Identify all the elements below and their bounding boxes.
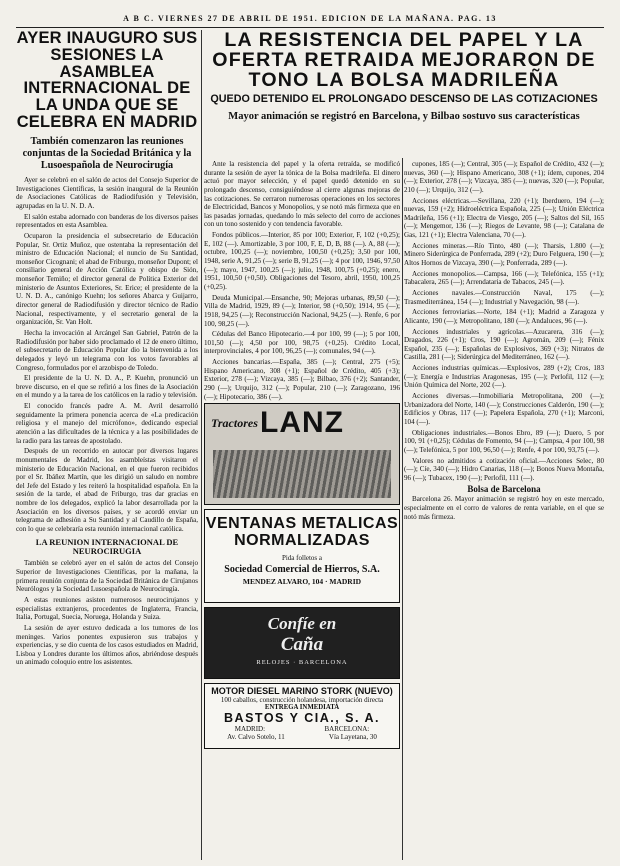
main-deck-secondary: Mayor animación se registró en Barcelona, y Bilbao sostuvo sus características xyxy=(228,111,580,123)
paragraph: Acciones industrias químicas.—Explosivos, 289 (+2); Cros, 183 (—); Energía e Industrias Aragonesas, 195 (—); Perlofil, 112 (—); Unión Química del Norte, 202 (—). xyxy=(404,364,604,390)
paragraph: Acciones mineras.—Río Tinto, 480 (—); Tharsis, 1.800 (—); Minero Siderúrgica de Ponferrada, 289 (+2); Duro Felguera, 190 (—); Altos Hornos de Vizcaya, 390 (—); Ponferrada, 289 (—). xyxy=(404,241,604,268)
paragraph: Fondos públicos.—Interior, 85 por 100; Exterior, F, 102 (+0,25); E, 102 (—). Amortizable, 3 por 100, F, E, D, B, 88 (—). A, 88 (—); octubre, 100,25 (—); noviembre, 100,50 (+0,25); 3,50 por 100, 1948, serie A, 91,25 (—); serie B, 91,25 (—); 4 por 100, 1946, 97,50 (—); mayo, 1947, 100,25 (—); julio, 1948, 100,75 (+0,25); enero, 1951, 100,50 (+0,50). Obligaciones del Tesoro, abril, 1950, 100,25 (+0,25). xyxy=(204,231,400,291)
paragraph: La sesión de ayer estuvo dedicada a los tumores de los meninges. Varios ponentes expusieron sus trabajos y experiencias, y se dio cuenta de los casos estudiados en Madrid, Lisboa y Londres durante los últimos años, abriéndose después un animado coloquio entre los asistentes. xyxy=(16,623,198,667)
ad-lanz-tractors xyxy=(204,403,400,505)
paragraph: Obligaciones industriales.—Bonos Ebro, 89 (—); Duero, 5 por 100, 91 (+0,25); Cédulas de Fomento, 94 (—); Campsa, 4 por 100, 98 (—); Telefónica, 5 por 100, 96,50 (—); Renfe, 4 por 100, 93,75 (—). xyxy=(404,428,604,454)
right-column xyxy=(404,160,604,862)
ad-cana-line1: Confíe en xyxy=(267,614,337,634)
header-rule xyxy=(16,27,604,28)
ad-motor-cities xyxy=(205,725,399,733)
paragraph: Acciones bancarias.—España, 385 (—); Central, 275 (+5); Hispano Americano, 308 (+1); Español de Crédito, 405 (+3); Exterior, 278 (—); Vizcaya, 385 (—); Bilbao, 376 (+2); Santander, 290 (—); Urquijo, 312 (—); Popular, 210 (—); Zaragozano, 196 (—); Hipotecario, 386 (—). xyxy=(204,358,400,401)
paragraph: A estas reuniones asisten numerosos neurocirujanos y especialistas extranjeros, procedentes de Inglaterra, Francia, Italia, Portugal, Suecia, Noruega, Holanda y Suiza. xyxy=(16,595,198,622)
section-title: LA REUNION INTERNACIONAL DE NEUROCIRUGIA xyxy=(35,536,179,557)
paragraph: También se celebró ayer en el salón de actos del Consejo Superior de Investigaciones Científicas, por la mañana, la primera reunión conjunta de la Sociedad Británica de Cirujanos Neurólogos y la Sociedad Lusoespañola de Neurocirugía. xyxy=(16,559,198,594)
ad-motor-title: MOTOR DIESEL MARINO STORK (NUEVO) xyxy=(211,686,393,697)
paragraph: Ante la resistencia del papel y la oferta retraída, se modificó durante la sesión de ayer la tónica de la Bolsa madrileña. El dinero actuó por mayor selección, y el papel quedó detenido en su prolongado descenso, consiguiéndose al cierre algunas mejoras de las cotizaciones. Se cerraron numerosas operaciones en los sectores de Electricidad, Bancos y Monopolios, y se notó más firmeza que en las pasadas jornadas, quedando lo más selecto del corro de acciones con un tono sostenido y con tendencia favorable. xyxy=(204,160,400,229)
main-deck: QUEDO DETENIDO EL PROLONGADO DESCENSO DE LAS COTIZACIONES xyxy=(210,92,598,105)
paragraph: Acciones monopolios.—Campsa, 166 (—); Telefónica, 155 (+1); Tabacalera, 265 (—); Arrendataria de Tabacos, 245 (—). xyxy=(404,269,604,287)
ad-windows-pida: Pida folletos a xyxy=(281,553,323,562)
column-divider xyxy=(402,158,403,860)
ad-motor-addresses xyxy=(205,733,399,741)
paragraph: Acciones eléctricas.—Sevillana, 220 (+1); Iberduero, 194 (—); nuevas, 159 (+2); Hidroeléctrica Española, 225 (—); Unión Eléctrica Madrileña, 156 (+1); Electra de Viesgo, 205 (—); Saltos del Sil, 165 (—); Mengemor, 136 (—); Riegos de Levante, 98 (—); Catalana de Gas, 121 (+1); Electra Valenciana, 70 (—). xyxy=(404,196,604,240)
paragraph: Acciones industriales y agrícolas.—Azucarera, 316 (—); Dragados, 226 (+1); Cros, 190 (—); Agromán, 209 (—); Fénix Español, 235 (—); Españolas de Explosivos, 369 (+3); Nitratos de Castilla, 281 (—); Siderúrgica del Mediterráneo, 162 (—). xyxy=(404,327,604,362)
ad-lanz-photo xyxy=(213,450,391,498)
ad-motor-company: BASTOS Y CIA., S. A. xyxy=(224,711,380,726)
paragraph: Acciones ferroviarias.—Norte, 184 (+1); Madrid a Zaragoza y Alicante, 190 (—); Metropolitano, 180 (—); Andaluces, 96 (—). xyxy=(404,308,604,325)
ad-cana-line3: RELOJES · BARCELONA xyxy=(256,659,348,667)
paragraph: Deuda Municipal.—Ensanche, 90; Mejoras urbanas, 89,50 (—); Villa de Madrid, 1929, 89 (—); Interior, 98 (+0,50); 1914, 95 (—); 1918, 94,25 (—); Reconstrucción Nacional, 94,25 (—). Renfe, 6 por 100, 98,25 (—). xyxy=(204,293,400,328)
barcelona-title: Bolsa de Barcelona xyxy=(467,484,541,495)
paragraph: Cédulas del Banco Hipotecario.—4 por 100, 99 (—); 5 por 100, 101,50 (—); 4,50 por 100, 98,75 (+0,25). Crédito Local, interprovinciales, 4 por 100, 96,25 (—); comunales, 94 (—). xyxy=(204,330,400,356)
paragraph: Barcelona 26. Mayor animación se registró hoy en este mercado, especialmente en el corro de valores de renta variable, en el que se notó más firmeza. xyxy=(404,495,604,521)
ad-motor-city: BARCELONA: xyxy=(324,725,370,734)
running-head: A B C. VIERNES 27 DE ABRIL DE 1951. EDICION DE LA MAÑANA. PAG. 13 xyxy=(123,14,497,23)
ad-motor-delivery: ENTREGA INMEDIATA xyxy=(264,704,340,712)
paragraph: Hecha la invocación al Arcángel San Gabriel, Patrón de la Radiodifusión por haber sido proclamado el 12 de enero último, el subsecretario de Educación Popular dio la bienvenida a los delegados y leyó un telegrama con los votos favorables al Congreso, formulados por el arzobispo de Toledo. xyxy=(16,328,198,372)
paragraph: El conocido francés padre A. M. Avril desarrolló seguidamente la primera ponencia acerca de «La predicación religiosa y el manejo del micrófono», dedicando especial atención a las dificultades de la técnica y a las posibilidades de la radio para las tareas de apostolado. xyxy=(16,402,198,445)
ad-motor-city: MADRID: xyxy=(234,725,266,734)
ad-motor-address: Av. Calvo Sotelo, 11 xyxy=(227,733,285,742)
paragraph: Después de un recorrido en autocar por diversos lugares monumentales de Madrid, los asambleístas visitaron el ministerio de Educación Nacional, en el que fueron recibidos por el Sr. Ibáñez Martín, que les dirigió un saludo en nombre del Jefe del Estado y les reiteró la hospitalidad española. En la sesión de la tarde, el abad de Friburgo, tras dar gracias en nombre de los delegados, explicó la labor desarrollada por la Asociación en los diversos países, y se acordó enviar un telegrama de adhesión a Su Santidad y al Caudillo de España, con lo que se celebraría esta reunión internacional católica. xyxy=(16,447,198,534)
paragraph: Ayer se celebró en el salón de actos del Consejo Superior de Investigaciones Científicas, la sesión inaugural de la Reunión de Asociaciones Católicas de Radiodifusión y Televisión, agrupadas en la U. N. D. A. xyxy=(16,176,198,210)
main-headline-block xyxy=(204,30,604,123)
middle-column xyxy=(204,160,400,862)
main-headline: LA RESISTENCIA DEL PAPEL Y LA OFERTA RETRAIDA MEJORARON DE TONO LA BOLSA MADRILEÑA xyxy=(212,29,596,91)
ad-windows-company: Sociedad Comercial de Hierros, S.A. xyxy=(224,563,380,575)
paragraph: El salón estaba adornado con banderas de los diversos países representados en esta Asamblea. xyxy=(16,212,198,230)
paragraph: Acciones diversas.—Inmobiliaria Metropolitana, 200 (—); Urbanizadora del Norte, 140 (—); Construcciones Calderón, 190 (—); Edificios y Obras, 117 (—); Papelera Española, 270 (+1); Marconi, 104 (—). xyxy=(404,392,604,426)
ad-motor-text: 100 caballos, construcción holandesa, importación directa xyxy=(220,696,384,705)
ad-cana-watches xyxy=(204,607,400,679)
paragraph: Acciones navales.—Construcción Naval, 175 (—); Trasmediterránea, 154 (—); Industrial y Navegación, 98 (—). xyxy=(404,288,604,306)
ad-metal-windows xyxy=(204,509,400,603)
ad-windows-address: MENDEZ ALVARO, 104 · MADRID xyxy=(242,576,362,586)
ad-lanz-pre: Tractores xyxy=(211,416,258,431)
column-divider xyxy=(201,30,202,860)
article-subhead: También comenzaron las reuniones conjuntas de la Sociedad Británica y la Lusoespañola de Neurocirugía xyxy=(22,135,192,172)
ad-motor-address: Vía Layetana, 30 xyxy=(328,733,377,742)
paragraph: Ocuparon la presidencia el subsecretario de Educación Popular, Sr. Ortiz Muñoz, que ostentaba la representación del ministro de Educación Nacional; el nuncio de Su Santidad, monseñor Cicognani; el abad de Friburgo, monseñor Dupont; el consiliario general de Acción Católica y obispo de Sión, monseñor Temiño; el director general de Política Exterior del ministerio de Asuntos Exteriores, Sr. Erice; el presidente de la U. N. D. A., canónigo Kuehn; los señores Abarca y Guijarro, director general de Radiodifusión y director técnico de Radio Nacional, respectivamente, y el secretario general de la organización, Sr. Van Holt. xyxy=(16,231,198,327)
ad-diesel-motor xyxy=(204,683,400,749)
paragraph: El presidente de la U. N. D. A., P. Kuehn, pronunció un breve discurso, en el que se refirió a los fines de la Asociación en el mundo y a la tarea de los católicos en la radio y televisión. xyxy=(16,374,198,400)
article-headline: AYER INAUGURO SUS SESIONES LA ASAMBLEA INTERNACIONAL DE LA UNDA QUE SE CELEBRA EN MADRID xyxy=(16,30,198,132)
ad-lanz-brand: LANZ xyxy=(260,406,344,440)
paragraph: cupones, 185 (—); Central, 305 (—); Español de Crédito, 432 (—); nuevas, 360 (—); Hispano Americano, 308 (+1); ídem, cupones, 204 (—); Exterior, 278 (—); Vizcaya, 385 (—); nuevas, 320 (—); Popular, 210 (—); Urquijo, 312 (—). xyxy=(404,160,604,194)
paragraph: Valores no admitidos a cotización oficial.—Acciones Selec, 80 (—); Cíe, 340 (—); Hidro Canarias, 118 (—); Bonos Nueva Montaña, 96 (—); Tubacex, 190 (—); Perlofil, 111 (—). xyxy=(404,456,604,482)
left-article xyxy=(16,30,198,862)
ad-windows-title: VENTANAS METALICAS NORMALIZADAS xyxy=(205,515,399,550)
ad-cana-brand: Caña xyxy=(280,634,324,656)
